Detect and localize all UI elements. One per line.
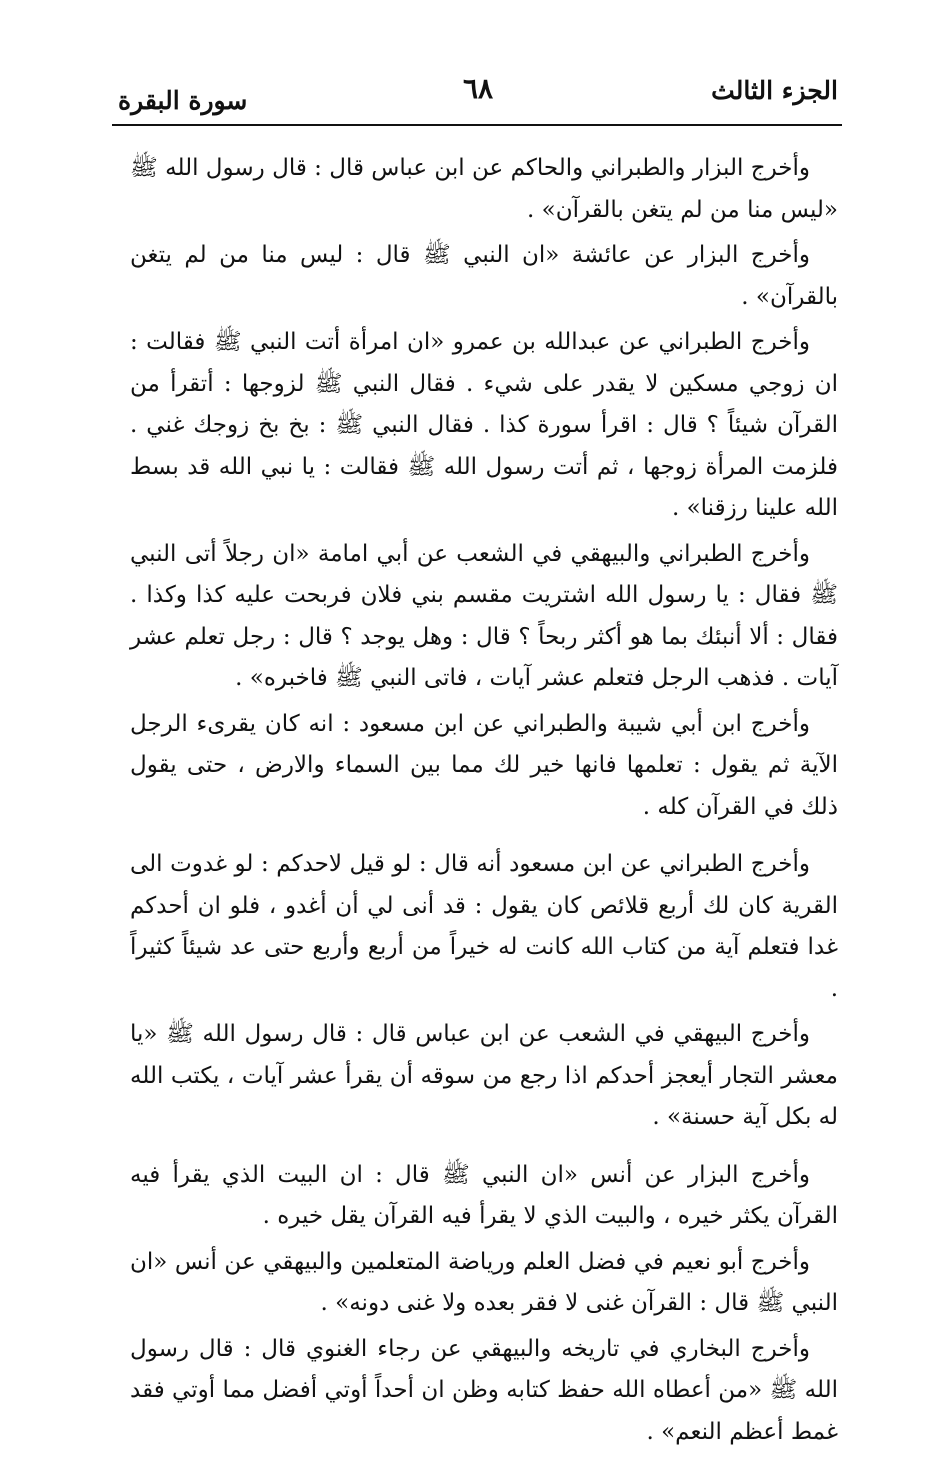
page-header: [118, 70, 838, 120]
paragraph: وأخرج البزار عن أنس «ان النبي ﷺ قال : ان البيت الذي يقرأ فيه القرآن يكثر خيره ، والبيت الذي لا يقرأ فيه القرآن يقل خيره .: [130, 1161, 838, 1229]
paragraph: وأخرج البيهقي في الشعب عن ابن عباس قال : قال رسول الله ﷺ «يا معشر التجار أيعجز أحدكم اذا رجع من سوقه أن يقرأ عشر آيات ، يكتب الله له بكل آية حسنة» .: [130, 1021, 838, 1130]
paragraph: وأخرج البزار والطبراني والحاكم عن ابن عباس قال : قال رسول الله ﷺ «ليس منا من لم يتغن بالقرآن» .: [130, 155, 838, 223]
paragraph: وأخرج الطبراني والبيهقي في الشعب عن أبي امامة «ان رجلاً أتى النبي ﷺ فقال : يا رسول الله اشتريت مقسم بني فلان فربحت عليه كذا وكذا . فقال : ألا أنبئك بما هو أكثر ربحاً ؟ قال : وهل يوجد ؟ قال : رجل تعلم عشر آيات . فذهب الرجل فتعلم عشر آيات ، فاتى النبي ﷺ فاخبره» .: [130, 540, 838, 691]
paragraph: وأخرج ابن أبي شيبة والطبراني عن ابن مسعود : انه كان يقرىء الرجل الآية ثم يقول : تعلمها فانها خير لك مما بين السماء والارض ، حتى يقول ذلك في القرآن كله .: [130, 710, 838, 820]
running-head-surah: سورة البقرة: [118, 86, 248, 115]
page-body: [130, 148, 838, 1457]
running-head-volume: الجزء الثالث: [711, 76, 838, 105]
paragraph: وأخرج أبو نعيم في فضل العلم ورياضة المتعلمين والبيهقي عن أنس «ان النبي ﷺ قال : القرآن غنى لا فقر بعده ولا غنى دونه» .: [130, 1248, 838, 1316]
header-rule: [112, 124, 842, 126]
paragraph: وأخرج البزار عن عائشة «ان النبي ﷺ قال : ليس منا من لم يتغن بالقرآن» .: [130, 242, 838, 310]
paragraph: وأخرج البخاري في تاريخه والبيهقي عن رجاء الغنوي قال : قال رسول الله ﷺ «من أعطاه الله حفظ كتابه وظن ان أحداً أوتي أفضل مما أوتي فقد غمط أعظم النعم» .: [130, 1335, 838, 1445]
paragraph: وأخرج الطبراني عن ابن مسعود أنه قال : لو قيل لاحدكم : لو غدوت الى القرية كان لك أربع قلائص كان يقول : قد أنى لي أن أغدو ، فلو ان أحدكم غدا فتعلم آية من كتاب الله كانت له خيراً من أربع وأربع حتى عد شيئاً كثيراً .: [130, 851, 838, 1002]
page-number: ٦٨: [462, 72, 494, 105]
paragraph: وأخرج الطبراني عن عبدالله بن عمرو «ان امرأة أتت النبي ﷺ فقالت : ان زوجي مسكين لا يقدر على شيء . فقال النبي ﷺ لزوجها : أتقرأ من القرآن شيئاً ؟ قال : اقرأ سورة كذا . فقال النبي ﷺ : بخ بخ زوجك غني . فلزمت المرأة زوجها ، ثم أتت رسول الله ﷺ فقالت : يا نبي الله قد بسط الله علينا رزقنا» .: [130, 329, 838, 521]
